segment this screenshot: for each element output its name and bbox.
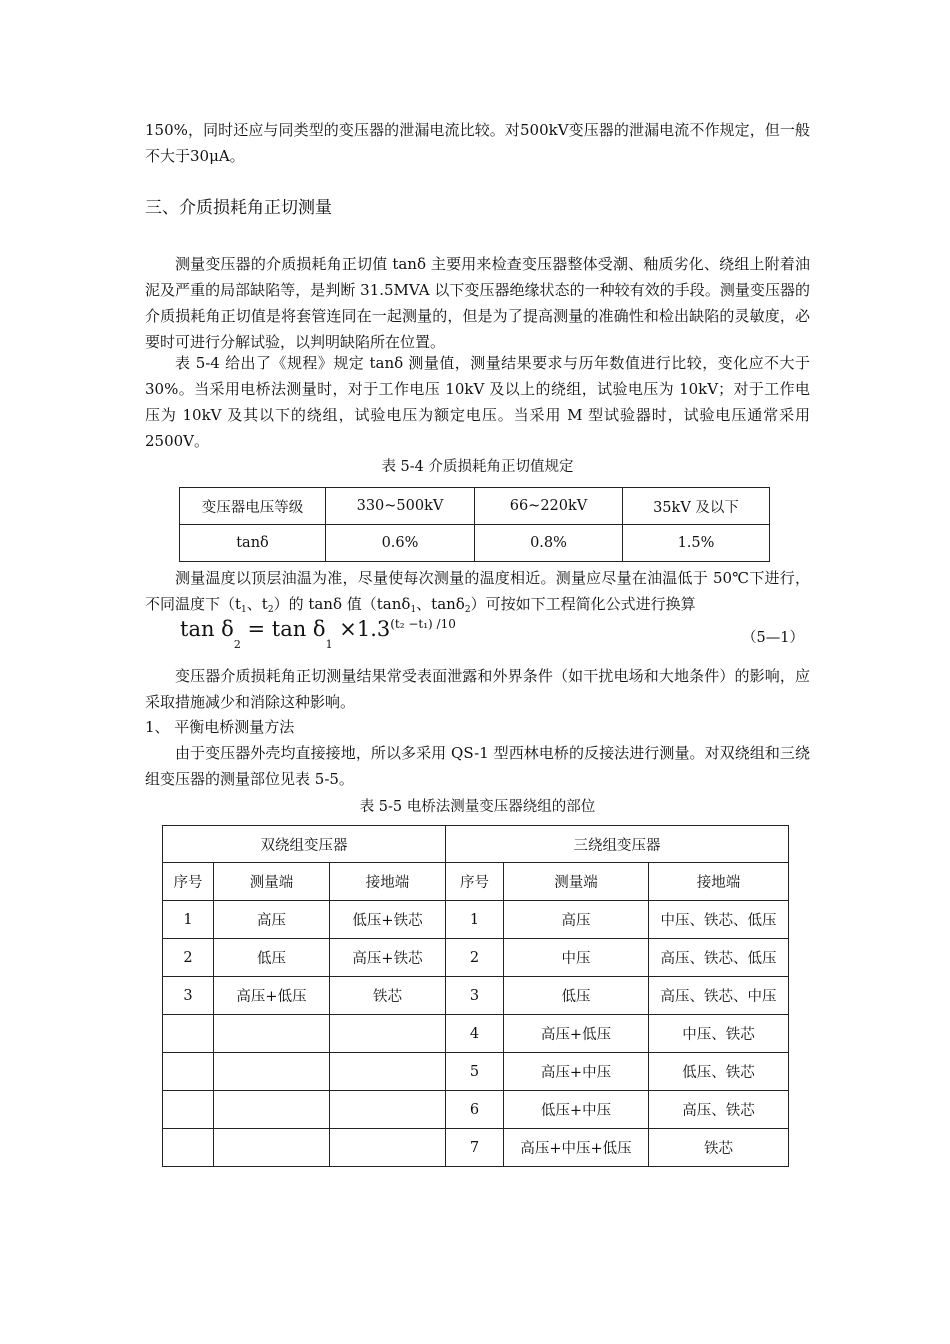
formula-multiplier: ×1.3 [332,617,391,641]
paragraph-tandelta-purpose: 测量变压器的介质损耗角正切值 tanδ 主要用来检查变压器整体受潮、釉质劣化、绕组上附着油泥及严重的局部缺陷等，是判断 31.5MVA 以下变压器绝缘状态的一种较有效的手段。测量变压器的介质损耗角正切值是将套管连同在一起测量的，但是为了提高测量的准确性和检出缺陷的灵敏度，必要时可进行分解试验，以判明缺陷所在位置。 [145,255,810,351]
table-cell: 1 [446,901,504,939]
table-cell [214,1053,330,1091]
equation-number: （5—1） [742,630,804,646]
t1-symbol: t [235,595,242,613]
table-cell: 高压、铁芯 [649,1091,789,1129]
table-cell: 5 [446,1053,504,1091]
table-cell: 低压+中压 [504,1091,649,1129]
table-header-cell: 序号 [446,863,504,901]
table-cell [214,1129,330,1167]
formula-5-1 [180,617,456,651]
formula-exponent: (t₂ −t₁) /10 [390,617,456,631]
table-cell: 1.5% [623,525,770,562]
group-header-two-winding: 双绕组变压器 [163,826,446,863]
section-heading-dielectric-loss: 三、介质损耗角正切测量 [145,198,332,218]
table-header-cell: 330~500kV [326,488,475,525]
t2-symbol: t [261,595,268,613]
table-cell: 2 [446,939,504,977]
table-cell: 7 [446,1129,504,1167]
table-header-cell: 接地端 [649,863,789,901]
table-cell: 高压+中压 [504,1053,649,1091]
delta1-subscript: 1 [410,605,417,615]
table-cell: 1 [163,901,214,939]
table-header-cell: 测量端 [214,863,330,901]
table-cell: 铁芯 [649,1129,789,1167]
para4-text: 测量温度以顶层油温为准，尽量使每次测量的温度相近。测量应尽量在油温低于 50℃下进行，不同温度下（ [145,569,810,613]
table-5-5 [162,825,789,1167]
formula-rhs-subscript: 1 [325,638,333,651]
table-5-4 [179,487,770,562]
table-header-cell: 序号 [163,863,214,901]
table-cell: 高压、铁芯、中压 [649,977,789,1015]
table-cell: 高压 [504,901,649,939]
subheading-bridge-method: 1、 平衡电桥测量方法 [145,718,295,736]
delta2-subscript: 2 [464,605,471,615]
table-cell: 0.8% [475,525,623,562]
table-header-row [163,863,789,901]
table-cell: 高压 [214,901,330,939]
table-5-5-caption: 表 5-5 电桥法测量变压器绕组的部位 [359,799,596,815]
table-cell: 0.6% [326,525,475,562]
para4-mid-text: ）的 tanδ 值（tanδ [273,595,411,613]
table-header-row [180,488,770,525]
table-cell [330,1053,446,1091]
table-5-4-caption: 表 5-4 介质损耗角正切值规定 [381,459,574,475]
table-cell [163,1053,214,1091]
table-header-cell: 变压器电压等级 [180,488,326,525]
table-cell [330,1015,446,1053]
table-cell: 低压 [504,977,649,1015]
table-cell: 3 [446,977,504,1015]
table-cell [330,1129,446,1167]
table-cell: 铁芯 [330,977,446,1015]
table-cell: 高压+中压+低压 [504,1129,649,1167]
table-cell: 中压、铁芯 [649,1015,789,1053]
table-row [163,901,789,939]
table-cell: 2 [163,939,214,977]
table-cell: 高压+低压 [504,1015,649,1053]
table-cell: 高压+铁芯 [330,939,446,977]
group-header-three-winding: 三绕组变压器 [446,826,789,863]
formula-lhs: tan δ [180,617,234,641]
table-cell: 中压 [504,939,649,977]
paragraph-leakage-current: 150%，同时还应与同类型的变压器的泄漏电流比较。对500kV变压器的泄漏电流不作规定，但一般不大于30μA。 [145,121,810,165]
paragraph-table-5-4-intro: 表 5-4 给出了《规程》规定 tanδ 测量值，测量结果要求与历年数值进行比较，变化应不大于 30%。当采用电桥法测量时，对于工作电压 10kV 及以上的绕组，试验电压为 10kV；对于工作电压为 10kV 及其以下的绕组，试验电压为额定电压。当采用 M 型试验器时，试验电压通常采用 2500V。 [145,354,810,450]
separator-tandelta: 、tanδ [416,595,465,613]
table-header-cell: 接地端 [330,863,446,901]
table-row [163,1053,789,1091]
table-cell: 高压、铁芯、低压 [649,939,789,977]
table-cell [163,1015,214,1053]
table-cell: 低压 [214,939,330,977]
formula-equals: = tan δ [240,617,326,641]
para4-end-text: ）可按如下工程简化公式进行换算 [470,595,696,613]
table-header-cell: 35kV 及以下 [623,488,770,525]
table-row [180,525,770,562]
table-cell [214,1091,330,1129]
table-cell: 低压+铁芯 [330,901,446,939]
table-cell [330,1091,446,1129]
table-header-cell: 测量端 [504,863,649,901]
t1-subscript: 1 [241,605,247,615]
paragraph-temperature-conversion [145,565,810,623]
separator: 、 [246,595,262,613]
table-cell: tanδ [180,525,326,562]
table-cell: 6 [446,1091,504,1129]
table-cell [163,1129,214,1167]
table-row [163,1015,789,1053]
table-cell [163,1091,214,1129]
table-row [163,977,789,1015]
table-cell: 中压、铁芯、低压 [649,901,789,939]
table-cell: 低压、铁芯 [649,1053,789,1091]
table-row [163,939,789,977]
table-row [163,1129,789,1167]
table-cell: 高压+低压 [214,977,330,1015]
paragraph-qs1-bridge: 由于变压器外壳均直接接地，所以多采用 QS-1 型西林电桥的反接法进行测量。对双绕组和三绕组变压器的测量部位见表 5-5。 [145,744,810,788]
t2-subscript: 2 [267,605,274,615]
table-cell [214,1015,330,1053]
formula-lhs-subscript: 2 [233,638,241,651]
table-cell: 3 [163,977,214,1015]
paragraph-interference: 变压器介质损耗角正切测量结果常受表面泄露和外界条件（如干扰电场和大地条件）的影响，应采取措施减少和消除这种影响。 [145,667,810,711]
table-cell: 4 [446,1015,504,1053]
table-header-cell: 66~220kV [475,488,623,525]
table-group-header-row [163,826,789,863]
table-row [163,1091,789,1129]
